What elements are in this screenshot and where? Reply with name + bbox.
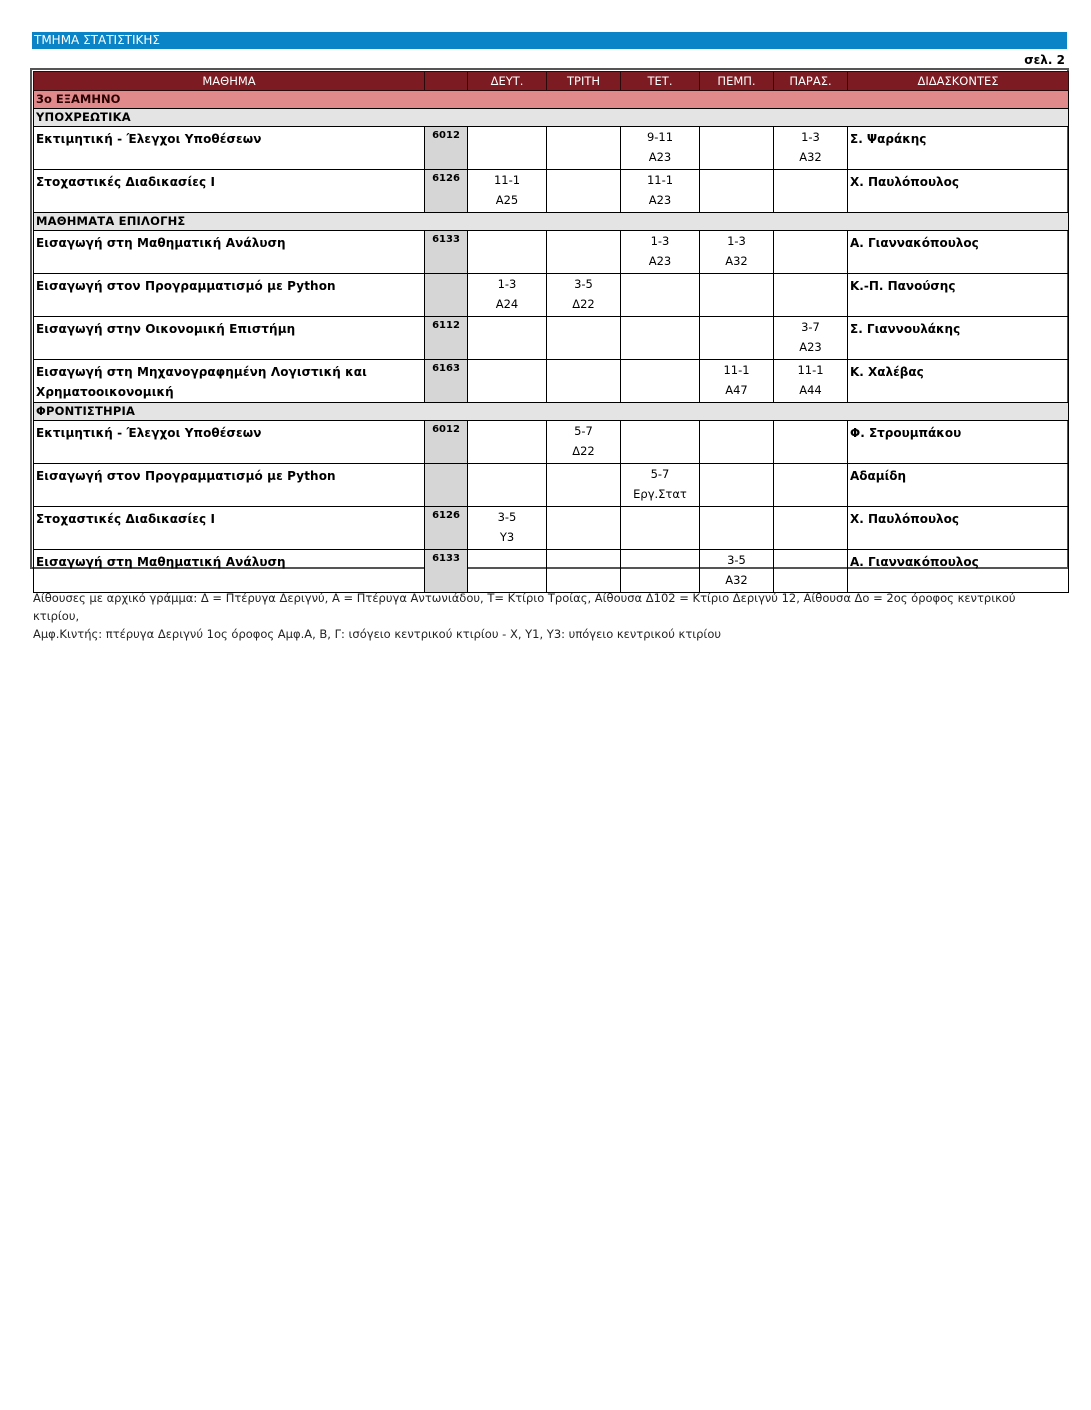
slot-thu <box>700 170 774 213</box>
legend-line: Αίθουσες με αρχικό γράμμα: Δ = Πτέρυγα Δεριγνύ, Α = Πτέρυγα Αντωνιάδου, Τ= Κτίριο Τροίας, Αίθουσα Δ102 = Κτίριο Δεριγνύ 12, Αίθουσα Δο = 2ος όροφος κεντρικού κτιρίου, <box>33 591 1016 623</box>
col-code <box>425 72 468 91</box>
course-name: Εισαγωγή στη Μηχανογραφημένη Λογιστική και Χρηματοοικονομική <box>34 360 425 403</box>
teacher-name: Κ. Χαλέβας <box>848 360 1069 403</box>
slot-time: 1-3 <box>727 234 746 248</box>
slot-time: 1-3 <box>801 130 820 144</box>
section-title: ΦΡΟΝΤΙΣΤΗΡΙΑ <box>34 403 1069 421</box>
col-wed: ΤΕΤ. <box>621 72 700 91</box>
slot-tue <box>547 464 621 507</box>
course-code: 6163 <box>425 360 468 403</box>
slot-fri <box>774 317 848 360</box>
course-row <box>34 421 1069 464</box>
slot-wed <box>621 127 700 170</box>
semester-row <box>34 91 1069 109</box>
slot-thu <box>700 231 774 274</box>
header-row <box>34 72 1069 91</box>
course-row <box>34 127 1069 170</box>
slot-wed <box>621 231 700 274</box>
teacher-name: Αδαμίδη <box>848 464 1069 507</box>
slot-wed <box>621 464 700 507</box>
slot-time: 3-7 <box>801 320 820 334</box>
timetable-body <box>34 91 1069 593</box>
course-code: 6112 <box>425 317 468 360</box>
slot-tue <box>547 170 621 213</box>
course-code: 6133 <box>425 231 468 274</box>
slot-fri <box>774 231 848 274</box>
course-row <box>34 507 1069 550</box>
slot-fri <box>774 464 848 507</box>
slot-wed <box>621 507 700 550</box>
course-name: Εκτιμητική - Έλεγχοι Υποθέσεων <box>34 421 425 464</box>
teacher-name: Σ. Γιαννουλάκης <box>848 317 1069 360</box>
slot-time: 11-1 <box>493 173 521 187</box>
course-name: Εισαγωγή στον Προγραμματισμό με Python <box>34 464 425 507</box>
slot-tue <box>547 507 621 550</box>
slot-wed <box>621 170 700 213</box>
slot-mon <box>468 550 547 593</box>
slot-mon <box>468 421 547 464</box>
course-row <box>34 170 1069 213</box>
course-row <box>34 317 1069 360</box>
slot-time: 1-3 <box>497 277 517 291</box>
section-title: ΥΠΟΧΡΕΩΤΙΚΑ <box>34 109 1069 127</box>
teacher-name: Χ. Παυλόπουλος <box>848 507 1069 550</box>
slot-room: Α25 <box>495 193 519 207</box>
slot-fri <box>774 170 848 213</box>
section-row <box>34 109 1069 127</box>
course-name: Εισαγωγή στη Μαθηματική Ανάλυση <box>34 550 425 593</box>
col-thu: ΠΕΜΠ. <box>700 72 774 91</box>
slot-wed <box>621 360 700 403</box>
slot-room: Εργ.Στατ <box>633 487 687 501</box>
slot-fri <box>774 274 848 317</box>
slot-fri <box>774 421 848 464</box>
course-name: Εκτιμητική - Έλεγχοι Υποθέσεων <box>34 127 425 170</box>
slot-time: 5-7 <box>650 467 670 481</box>
slot-room: Α32 <box>725 254 748 268</box>
col-mon: ΔΕΥΤ. <box>468 72 547 91</box>
slot-wed <box>621 274 700 317</box>
teacher-name: Α. Γιαννακόπουλος <box>848 550 1069 593</box>
slot-fri <box>774 127 848 170</box>
section-title: ΜΑΘΗΜΑΤΑ ΕΠΙΛΟΓΗΣ <box>34 213 1069 231</box>
semester-label: 3ο ΕΞΑΜΗΝΟ <box>34 91 1069 109</box>
teacher-name: Α. Γιαννακόπουλος <box>848 231 1069 274</box>
slot-time: 3-5 <box>574 277 593 291</box>
course-row <box>34 550 1069 593</box>
slot-time: 11-1 <box>797 363 824 377</box>
slot-time: 1-3 <box>650 234 670 248</box>
course-code <box>425 274 468 317</box>
slot-thu <box>700 507 774 550</box>
slot-fri <box>774 550 848 593</box>
slot-tue <box>547 421 621 464</box>
slot-fri <box>774 360 848 403</box>
room-legend <box>33 589 1053 643</box>
slot-thu <box>700 550 774 593</box>
slot-room: Δ22 <box>572 297 595 311</box>
timetable <box>33 71 1069 593</box>
slot-room: Υ3 <box>499 530 515 544</box>
course-row <box>34 231 1069 274</box>
slot-tue <box>547 274 621 317</box>
slot-wed <box>621 421 700 464</box>
section-row <box>34 213 1069 231</box>
slot-thu <box>700 317 774 360</box>
course-code: 6126 <box>425 170 468 213</box>
slot-time: 11-1 <box>646 173 674 187</box>
slot-room: Α24 <box>495 297 519 311</box>
timetable-sheet <box>30 68 1069 587</box>
course-code <box>425 464 468 507</box>
course-row <box>34 360 1069 403</box>
slot-room: Α23 <box>799 340 822 354</box>
col-course: ΜΑΘΗΜΑ <box>34 72 425 91</box>
slot-room: Α32 <box>725 573 748 587</box>
slot-room: Α32 <box>799 150 822 164</box>
course-row <box>34 464 1069 507</box>
slot-mon <box>468 507 547 550</box>
course-row <box>34 274 1069 317</box>
slot-fri <box>774 507 848 550</box>
course-name: Εισαγωγή στην Οικονομική Επιστήμη <box>34 317 425 360</box>
slot-room: Α47 <box>725 383 748 397</box>
course-name: Στοχαστικές Διαδικασίες Ι <box>34 170 425 213</box>
course-name: Εισαγωγή στον Προγραμματισμό με Python <box>34 274 425 317</box>
teacher-name: Σ. Ψαράκης <box>848 127 1069 170</box>
slot-room: Α23 <box>648 254 672 268</box>
slot-tue <box>547 360 621 403</box>
slot-time: 9-11 <box>646 130 674 144</box>
slot-time: 3-5 <box>727 553 746 567</box>
slot-mon <box>468 317 547 360</box>
slot-tue <box>547 550 621 593</box>
slot-wed <box>621 317 700 360</box>
slot-time: 3-5 <box>497 510 517 524</box>
course-name: Εισαγωγή στη Μαθηματική Ανάλυση <box>34 231 425 274</box>
department-title: ΤΜΗΜΑ ΣΤΑΤΙΣΤΙΚΗΣ <box>32 32 1067 49</box>
slot-wed <box>621 550 700 593</box>
slot-room: Α23 <box>648 150 672 164</box>
slot-room: Α44 <box>799 383 822 397</box>
slot-thu <box>700 274 774 317</box>
slot-thu <box>700 127 774 170</box>
slot-thu <box>700 464 774 507</box>
slot-mon <box>468 170 547 213</box>
slot-mon <box>468 231 547 274</box>
slot-tue <box>547 317 621 360</box>
slot-time: 5-7 <box>574 424 593 438</box>
slot-mon <box>468 274 547 317</box>
course-code: 6012 <box>425 421 468 464</box>
slot-room: Δ22 <box>572 444 595 458</box>
page-number: σελ. 2 <box>1024 53 1065 67</box>
course-code: 6126 <box>425 507 468 550</box>
slot-mon <box>468 360 547 403</box>
col-fri: ΠΑΡΑΣ. <box>774 72 848 91</box>
slot-tue <box>547 127 621 170</box>
slot-mon <box>468 127 547 170</box>
teacher-name: Φ. Στρουμπάκου <box>848 421 1069 464</box>
slot-thu <box>700 421 774 464</box>
slot-tue <box>547 231 621 274</box>
teacher-name: Κ.-Π. Πανούσης <box>848 274 1069 317</box>
course-code: 6133 <box>425 550 468 593</box>
section-row <box>34 403 1069 421</box>
slot-room: Α23 <box>648 193 672 207</box>
slot-thu <box>700 360 774 403</box>
course-name: Στοχαστικές Διαδικασίες Ι <box>34 507 425 550</box>
legend-line: Αμφ.Κιντής: πτέρυγα Δεριγνύ 1ος όροφος Αμφ.Α, Β, Γ: ισόγειο κεντρικού κτιρίου - Χ, Υ1, Υ3: υπόγειο κεντρικού κτιρίου <box>33 627 722 641</box>
teacher-name: Χ. Παυλόπουλος <box>848 170 1069 213</box>
slot-time: 11-1 <box>723 363 750 377</box>
col-tue: ΤΡΙΤΗ <box>547 72 621 91</box>
slot-mon <box>468 464 547 507</box>
col-teachers: ΔΙΔΑΣΚΟΝΤΕΣ <box>848 72 1069 91</box>
course-code: 6012 <box>425 127 468 170</box>
